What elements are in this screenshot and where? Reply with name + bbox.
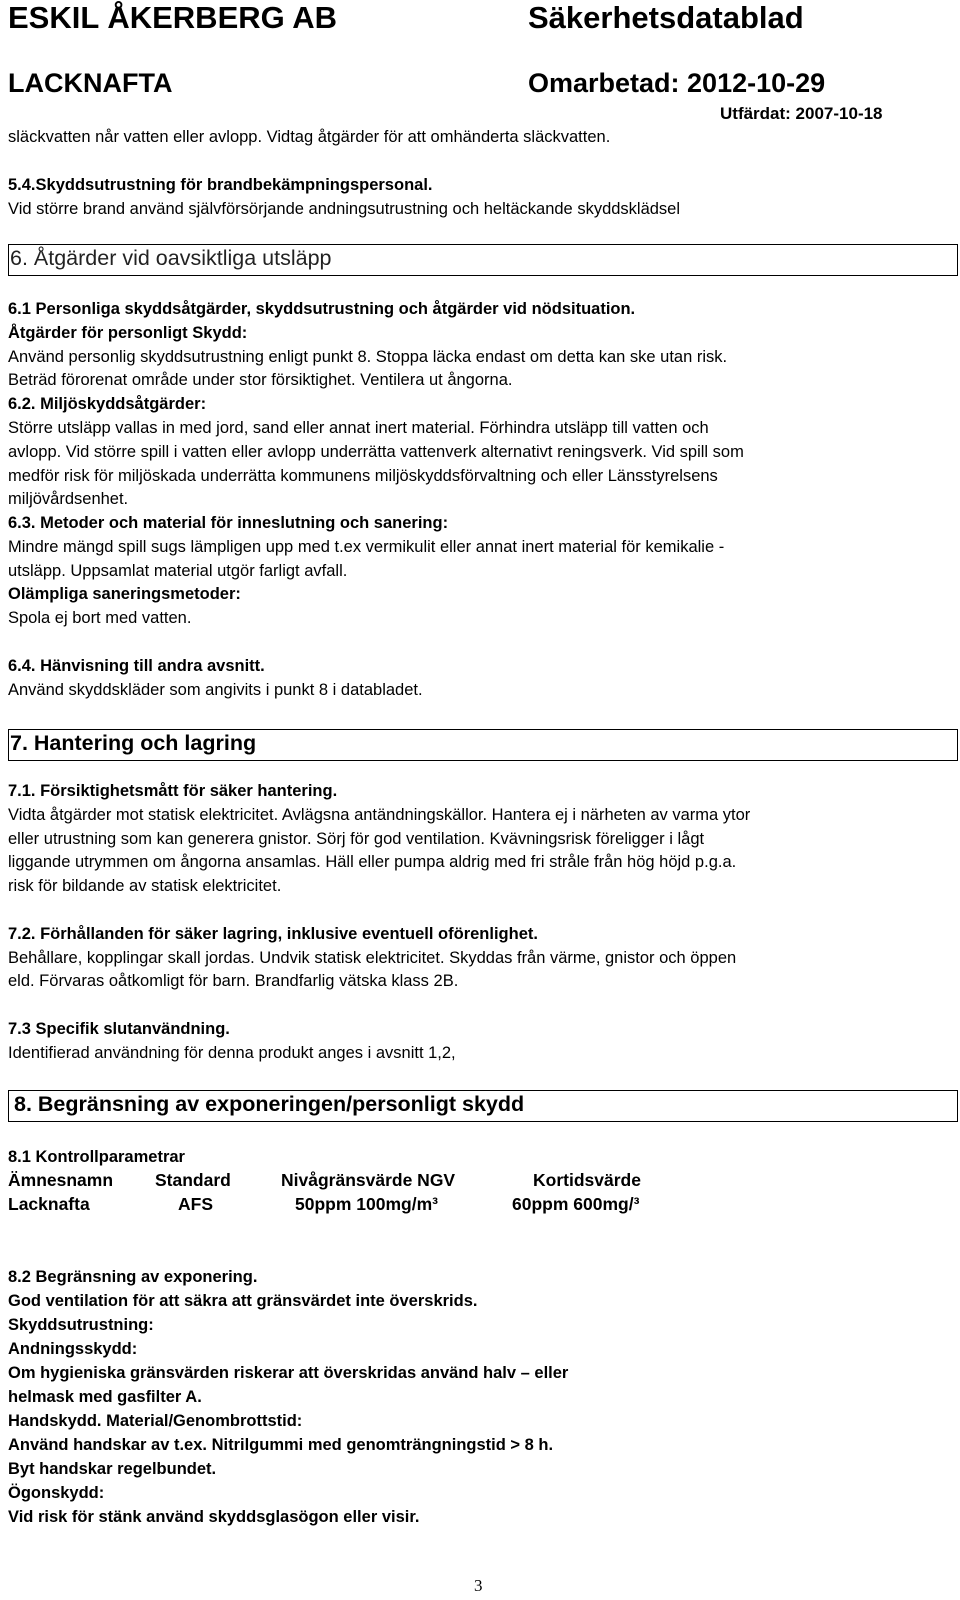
s8-text-line: Ögonskydd: — [8, 1484, 105, 1502]
s8-text-line: Om hygieniska gränsvärden riskerar att överskridas använd halv – eller — [8, 1364, 569, 1382]
s6-2-heading: 6.2. Miljöskyddsåtgärder: — [8, 395, 207, 413]
s7-text-line: eld. Förvaras oåtkomligt för barn. Brandfarlig vätska klass 2B. — [8, 972, 459, 990]
s8-text-line: Andningsskydd: — [8, 1340, 138, 1358]
s7-3-heading: 7.3 Specifik slutanvändning. — [8, 1020, 230, 1038]
s8-text-line: helmask med gasfilter A. — [8, 1388, 202, 1406]
s7-text-line: Identifierad användning för denna produkt anges i avsnitt 1,2, — [8, 1044, 456, 1062]
s6-text-line: Större utsläpp vallas in med jord, sand eller annat inert material. Förhindra utsläpp till vatten och — [8, 419, 709, 437]
s8-text-line: Byt handskar regelbundet. — [8, 1460, 217, 1478]
s8-text-line: God ventilation för att säkra att gränsvärdet inte överskrids. — [8, 1292, 478, 1310]
s6-text-line: Använd skyddskläder som angivits i punkt 8 i databladet. — [8, 681, 423, 699]
document-type: Säkerhetsdatablad — [528, 0, 804, 35]
revised-date: Omarbetad: 2012-10-29 — [528, 68, 826, 98]
s6-3-subheading: Olämpliga saneringsmetoder: — [8, 585, 241, 603]
s6-text-line: utsläpp. Uppsamlat material utgör farligt avfall. — [8, 562, 348, 580]
s8-text-line: Handskydd. Material/Genombrottstid: — [8, 1412, 303, 1430]
table-header-short-term: Kortidsvärde — [533, 1170, 641, 1190]
s6-1-subheading: Åtgärder för personligt Skydd: — [8, 324, 248, 342]
s6-text-line: avlopp. Vid större spill i vatten eller avlopp underrätta vattenverk alternativt reningsverk. Vid spill som — [8, 443, 744, 461]
table-header-ngv: Nivågränsvärde NGV — [281, 1170, 456, 1190]
s8-text-line: Skyddsutrustning: — [8, 1316, 154, 1334]
s5-text-line: släckvatten når vatten eller avlopp. Vidtag åtgärder för att omhänderta släckvatten. — [8, 128, 611, 146]
s5-4-heading: 5.4.Skyddsutrustning för brandbekämpningspersonal. — [8, 176, 433, 194]
table-cell-substance: Lacknafta — [8, 1194, 90, 1214]
s7-text-line: eller utrustning som kan generera gnistor. Sörj för god ventilation. Kvävningsrisk föreligger i lågt — [8, 830, 705, 848]
s8-text-line: Använd handskar av t.ex. Nitrilgummi med genomträngningstid > 8 h. — [8, 1436, 554, 1454]
s8-2-heading: 8.2 Begränsning av exponering. — [8, 1268, 258, 1286]
s7-1-heading: 7.1. Försiktighetsmått för säker hantering. — [8, 782, 338, 800]
s7-text-line: liggande utrymmen om ångorna ansamlas. Häll eller pumpa aldrig med fri stråle från hög höjd p.g.a. — [8, 853, 737, 871]
product-name: LACKNAFTA — [8, 68, 173, 98]
s7-text-line: Behållare, kopplingar skall jordas. Undvik statisk elektricitet. Skyddas från värme, gnistor och öppen — [8, 949, 737, 967]
issued-date: Utfärdat: 2007-10-18 — [720, 104, 883, 123]
s7-text-line: Vidta åtgärder mot statisk elektricitet. Avlägsna antändningskällor. Hantera ej i närheten av varma ytor — [8, 806, 751, 824]
s6-text-line: Spola ej bort med vatten. — [8, 609, 192, 627]
section-7-title: 7. Hantering och lagring — [10, 731, 257, 755]
s6-text-line: Beträd förorenat område under stor försiktighet. Ventilera ut ångorna. — [8, 371, 513, 389]
table-cell-short-term: 60ppm 600mg/³ — [512, 1194, 640, 1214]
s6-3-heading: 6.3. Metoder och material för inneslutning och sanering: — [8, 514, 449, 532]
table-cell-standard: AFS — [178, 1194, 213, 1214]
section-6-title: 6. Åtgärder vid oavsiktliga utsläpp — [10, 246, 332, 270]
s8-1-heading: 8.1 Kontrollparametrar — [8, 1148, 185, 1166]
s8-text-line: Vid risk för stänk använd skyddsglasögon eller visir. — [8, 1508, 420, 1526]
table-header-standard: Standard — [155, 1170, 231, 1190]
s6-text-line: Mindre mängd spill sugs lämpligen upp med t.ex vermikulit eller annat inert material för kemikalie - — [8, 538, 725, 556]
section-8-title: 8. Begränsning av exponeringen/personligt skydd — [14, 1092, 525, 1116]
s7-2-heading: 7.2. Förhållanden för säker lagring, inklusive eventuell oförenlighet. — [8, 925, 538, 943]
s7-text-line: risk för bildande av statisk elektricitet. — [8, 877, 282, 895]
s5-text-line: Vid större brand använd självförsörjande andningsutrustning och heltäckande skyddsklädsel — [8, 200, 681, 218]
s6-text-line: miljövårdsenhet. — [8, 490, 129, 508]
s6-text-line: medför risk för miljöskada underrätta kommunens miljöskyddsförvaltning och eller Länsstyrelsens — [8, 467, 718, 485]
table-cell-ngv: 50ppm 100mg/m³ — [295, 1194, 438, 1214]
s6-1-heading: 6.1 Personliga skyddsåtgärder, skyddsutrustning och åtgärder vid nödsituation. — [8, 300, 636, 318]
s6-text-line: Använd personlig skyddsutrustning enligt punkt 8. Stoppa läcka endast om detta kan ske utan risk. — [8, 348, 728, 366]
company-name: ESKIL ÅKERBERG AB — [8, 0, 337, 35]
table-header-substance: Ämnesnamn — [8, 1170, 114, 1190]
page-number: 3 — [474, 1576, 483, 1595]
s6-4-heading: 6.4. Hänvisning till andra avsnitt. — [8, 657, 265, 675]
